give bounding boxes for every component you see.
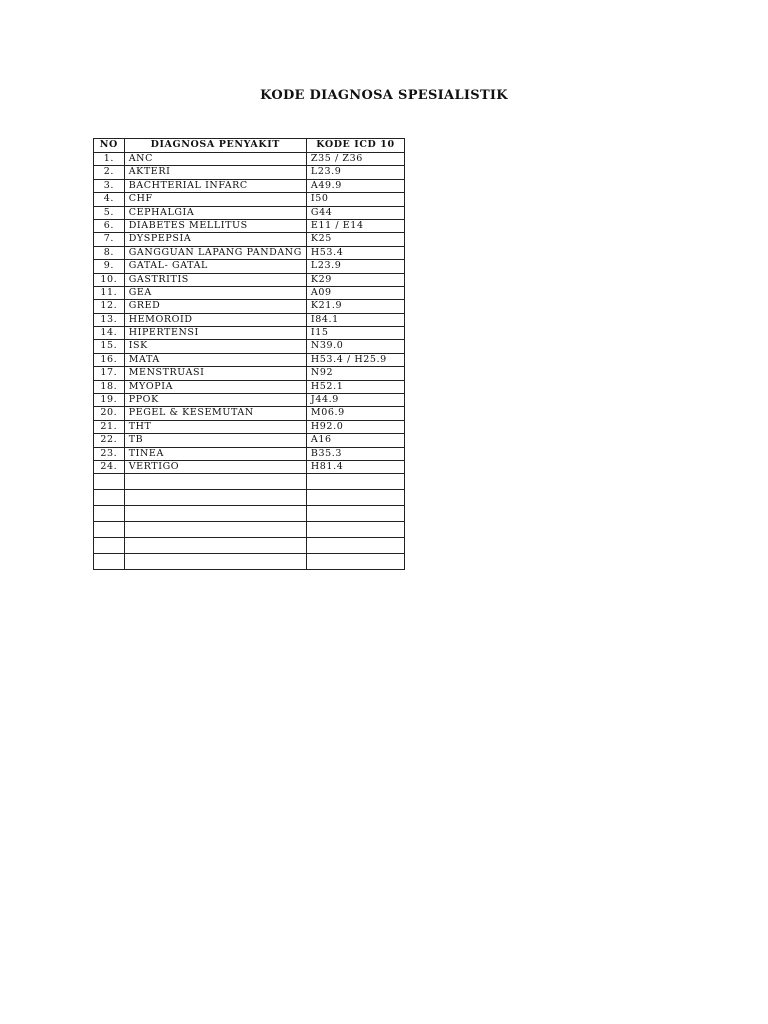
diagnosis-name: GRED xyxy=(124,300,306,313)
empty-diagnosis-cell xyxy=(124,522,306,538)
table-row xyxy=(94,407,405,420)
empty-icd-cell xyxy=(306,474,404,490)
icd-code: L23.9 xyxy=(306,260,404,273)
empty-no-cell xyxy=(94,490,125,506)
table-row xyxy=(94,313,405,326)
icd-code: Z35 / Z36 xyxy=(306,153,404,166)
table-row xyxy=(94,233,405,246)
icd-code: I84.1 xyxy=(306,313,404,326)
row-number: 10. xyxy=(94,273,125,286)
diagnosis-name: BACHTERIAL INFARC xyxy=(124,179,306,192)
empty-no-cell xyxy=(94,522,125,538)
table-row xyxy=(94,260,405,273)
diagnosis-name: TB xyxy=(124,434,306,447)
header-icd-code: KODE ICD 10 xyxy=(306,139,404,153)
row-number: 3. xyxy=(94,179,125,192)
table-row xyxy=(94,394,405,407)
empty-diagnosis-cell xyxy=(124,490,306,506)
icd-code: H53.4 / H25.9 xyxy=(306,353,404,366)
icd-code: M06.9 xyxy=(306,407,404,420)
row-number: 24. xyxy=(94,460,125,473)
table-row xyxy=(94,300,405,313)
icd-code: H52.1 xyxy=(306,380,404,393)
diagnosis-name: GEA xyxy=(124,286,306,299)
row-number: 13. xyxy=(94,313,125,326)
empty-diagnosis-cell xyxy=(124,506,306,522)
table-row xyxy=(94,273,405,286)
diagnosis-name: AKTERI xyxy=(124,166,306,179)
table-row xyxy=(94,434,405,447)
table-row xyxy=(94,193,405,206)
row-number: 22. xyxy=(94,434,125,447)
icd-code: H53.4 xyxy=(306,246,404,259)
table-row xyxy=(94,179,405,192)
row-number: 17. xyxy=(94,367,125,380)
row-number: 11. xyxy=(94,286,125,299)
diagnosis-name: GASTRITIS xyxy=(124,273,306,286)
row-number: 20. xyxy=(94,407,125,420)
empty-icd-cell xyxy=(306,506,404,522)
icd-code: H92.0 xyxy=(306,420,404,433)
empty-no-cell xyxy=(94,538,125,554)
table-row xyxy=(94,166,405,179)
table-header-row xyxy=(94,139,405,153)
row-number: 5. xyxy=(94,206,125,219)
diagnosis-name: MYOPIA xyxy=(124,380,306,393)
diagnosis-name: GATAL- GATAL xyxy=(124,260,306,273)
table-row xyxy=(94,206,405,219)
row-number: 4. xyxy=(94,193,125,206)
empty-icd-cell xyxy=(306,538,404,554)
diagnosis-name: GANGGUAN LAPANG PANDANG xyxy=(124,246,306,259)
row-number: 7. xyxy=(94,233,125,246)
empty-no-cell xyxy=(94,506,125,522)
table-row xyxy=(94,246,405,259)
table-row xyxy=(94,367,405,380)
diagnosis-name: DYSPEPSIA xyxy=(124,233,306,246)
icd-code: K25 xyxy=(306,233,404,246)
empty-icd-cell xyxy=(306,554,404,570)
icd-code: I50 xyxy=(306,193,404,206)
empty-diagnosis-cell xyxy=(124,554,306,570)
row-number: 9. xyxy=(94,260,125,273)
header-diagnosis: DIAGNOSA PENYAKIT xyxy=(124,139,306,153)
diagnosis-name: PEGEL & KESEMUTAN xyxy=(124,407,306,420)
row-number: 15. xyxy=(94,340,125,353)
icd-code: J44.9 xyxy=(306,394,404,407)
empty-diagnosis-cell xyxy=(124,538,306,554)
diagnosis-name: CEPHALGIA xyxy=(124,206,306,219)
table-row xyxy=(94,460,405,473)
empty-icd-cell xyxy=(306,490,404,506)
table-body xyxy=(94,153,405,570)
row-number: 1. xyxy=(94,153,125,166)
table-row xyxy=(94,219,405,232)
row-number: 6. xyxy=(94,219,125,232)
icd-code: A49.9 xyxy=(306,179,404,192)
row-number: 12. xyxy=(94,300,125,313)
row-number: 14. xyxy=(94,327,125,340)
icd-code: B35.3 xyxy=(306,447,404,460)
empty-table-row xyxy=(94,474,405,490)
table-row xyxy=(94,353,405,366)
icd-code: N92 xyxy=(306,367,404,380)
empty-table-row xyxy=(94,490,405,506)
row-number: 23. xyxy=(94,447,125,460)
icd-code: L23.9 xyxy=(306,166,404,179)
empty-table-row xyxy=(94,538,405,554)
diagnosis-name: ANC xyxy=(124,153,306,166)
diagnosis-name: HIPERTENSI xyxy=(124,327,306,340)
diagnosis-name: ISK xyxy=(124,340,306,353)
diagnosis-name: VERTIGO xyxy=(124,460,306,473)
icd-code: K29 xyxy=(306,273,404,286)
row-number: 2. xyxy=(94,166,125,179)
icd-code: A09 xyxy=(306,286,404,299)
empty-icd-cell xyxy=(306,522,404,538)
icd-code: K21.9 xyxy=(306,300,404,313)
table-row xyxy=(94,420,405,433)
icd-code: G44 xyxy=(306,206,404,219)
empty-table-row xyxy=(94,506,405,522)
row-number: 16. xyxy=(94,353,125,366)
empty-diagnosis-cell xyxy=(124,474,306,490)
icd-code: I15 xyxy=(306,327,404,340)
empty-no-cell xyxy=(94,554,125,570)
diagnosis-name: MATA xyxy=(124,353,306,366)
diagnosis-name: THT xyxy=(124,420,306,433)
header-no: NO xyxy=(94,139,125,153)
icd-code: H81.4 xyxy=(306,460,404,473)
diagnosis-name: TINEA xyxy=(124,447,306,460)
row-number: 18. xyxy=(94,380,125,393)
table-row xyxy=(94,153,405,166)
icd-code: A16 xyxy=(306,434,404,447)
diagnosis-name: HEMOROID xyxy=(124,313,306,326)
empty-no-cell xyxy=(94,474,125,490)
diagnosis-name: DIABETES MELLITUS xyxy=(124,219,306,232)
diagnosis-name: CHF xyxy=(124,193,306,206)
diagnosis-table xyxy=(93,138,405,570)
diagnosis-name: PPOK xyxy=(124,394,306,407)
diagnosis-name: MENSTRUASI xyxy=(124,367,306,380)
empty-table-row xyxy=(94,554,405,570)
table-row xyxy=(94,447,405,460)
row-number: 8. xyxy=(94,246,125,259)
page-title: KODE DIAGNOSA SPESIALISTIK xyxy=(260,88,508,103)
icd-code: E11 / E14 xyxy=(306,219,404,232)
table-row xyxy=(94,340,405,353)
row-number: 19. xyxy=(94,394,125,407)
table-row xyxy=(94,380,405,393)
icd-code: N39.0 xyxy=(306,340,404,353)
table-row xyxy=(94,327,405,340)
empty-table-row xyxy=(94,522,405,538)
row-number: 21. xyxy=(94,420,125,433)
table-row xyxy=(94,286,405,299)
